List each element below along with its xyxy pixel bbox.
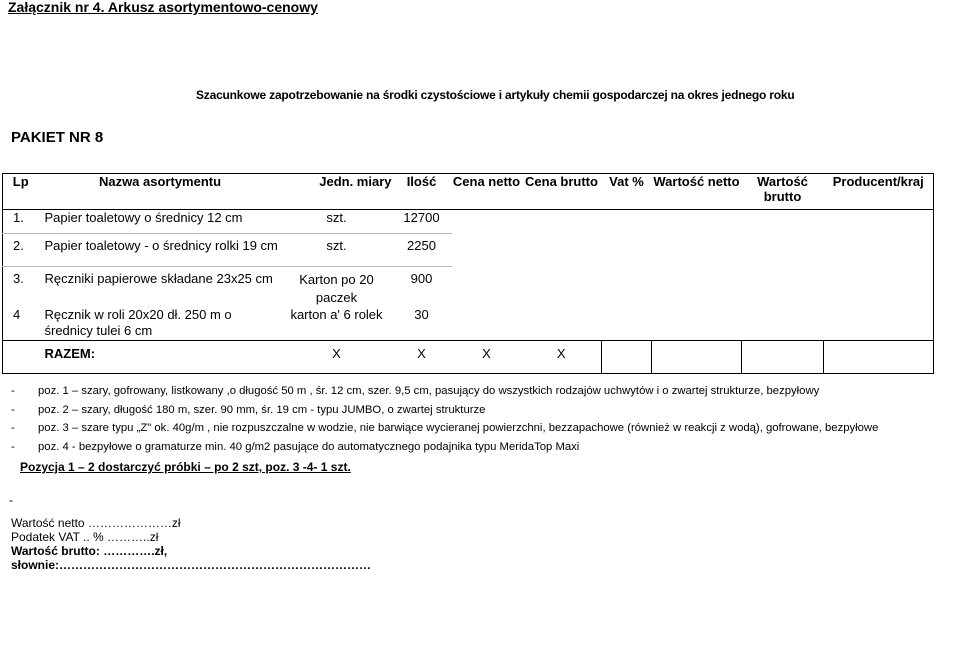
col-value-net: Wartość netto (652, 174, 742, 210)
col-value-gross: Wartość brutto (742, 174, 824, 210)
cell-unit: Karton po 20 paczek (299, 272, 374, 305)
note-dash: - (11, 440, 15, 453)
cell-unit: karton a' 6 rolek (290, 307, 383, 322)
table-row (3, 267, 934, 308)
cell-name: Papier toaletowy - o średnicy rolki 19 cm (39, 234, 282, 267)
total-label: RAZEM: (39, 341, 282, 374)
cell-lp: 2. (3, 234, 39, 267)
sample-instruction: Pozycja 1 – 2 dostarczyć próbki – po 2 szt, poz. 3 -4- 1 szt. (20, 460, 351, 474)
table-row (3, 307, 934, 341)
document-subtitle: Szacunkowe zapotrzebowanie na środki czystościowe i artykuły chemii gospodarczej na okres jednego roku (196, 88, 795, 102)
cell-lp: 4 (3, 307, 39, 341)
attachment-title: Załącznik nr 4. Arkusz asortymentowo-cenowy (8, 0, 318, 15)
total-gross-x: X (522, 341, 602, 374)
cell-qty: 30 (414, 307, 429, 322)
paket-label: PAKIET NR 8 (11, 129, 104, 146)
cell-name: Papier toaletowy o średnicy 12 cm (39, 210, 282, 234)
note-item (11, 382, 878, 401)
total-net-x: X (452, 341, 522, 374)
summary-brutto: Wartość brutto: ………….zł, (11, 544, 168, 558)
col-unit: Jedn. miary (282, 174, 392, 210)
note-dash: - (11, 422, 15, 434)
cell-lp: 3. (3, 267, 39, 308)
col-price-gross: Cena brutto (522, 174, 602, 210)
note-item (11, 438, 878, 457)
col-producer: Producent/kraj (824, 174, 934, 210)
note-dash: - (11, 385, 15, 397)
col-qty: Ilość (392, 174, 452, 210)
note-text: poz. 1 – szary, gofrowany, listkowany ,o długość 50 m , śr. 12 cm, szer. 9,5 cm, pasujący do wszystkich rodzajów uchwytów i o zwartej strukturze, bezpyłowy (38, 385, 820, 397)
note-item (11, 419, 878, 438)
standalone-dash: - (9, 493, 13, 507)
cell-unit: szt. (282, 234, 392, 267)
col-vat: Vat % (602, 174, 652, 210)
col-name: Nazwa asortymentu (39, 174, 282, 210)
summary-block (11, 516, 371, 572)
note-text: poz. 2 – szary, długość 180 m, szer. 90 mm, śr. 19 cm - typu JUMBO, o zwartej strukturze (38, 403, 486, 416)
total-row (3, 341, 934, 374)
cell-unit: szt. (282, 210, 392, 234)
table-row (3, 210, 934, 234)
cell-qty: 12700 (392, 210, 452, 234)
summary-slownie: słownie:…………………………………………………………………… (11, 558, 372, 572)
note-item (11, 401, 878, 420)
assortment-table (2, 173, 934, 374)
cell-name: Ręcznik w roli 20x20 dł. 250 m o średnicy tulei 6 cm (44, 307, 232, 338)
cell-qty: 900 (410, 271, 433, 286)
note-text: poz. 4 - bezpyłowe o gramaturze min. 40 g/m2 pasujące do automatycznego podajnika typu MeridaTop Maxi (38, 440, 580, 453)
table-row (3, 234, 934, 267)
summary-vat: Podatek VAT .. % ………..zł (11, 530, 159, 544)
note-dash: - (11, 403, 15, 416)
cell-lp: 1. (3, 210, 39, 234)
specification-notes (11, 382, 878, 456)
table-header-row (3, 174, 934, 210)
cell-name: Ręczniki papierowe składane 23x25 cm (44, 271, 273, 286)
col-lp: Lp (3, 174, 39, 210)
total-qty-x: X (392, 341, 452, 374)
cell-qty: 2250 (392, 234, 452, 267)
col-price-net: Cena netto (452, 174, 522, 210)
note-text: poz. 3 – szare typu „Z" ok. 40g/m , nie rozpuszczalne w wodzie, nie barwiące wycieranej powierzchni, bezzapachowe (również w reakcji z wodą), gofrowane, bezpyłowe (38, 422, 879, 434)
summary-netto: Wartość netto …………………zł (11, 516, 181, 530)
total-unit-x: X (282, 341, 392, 374)
